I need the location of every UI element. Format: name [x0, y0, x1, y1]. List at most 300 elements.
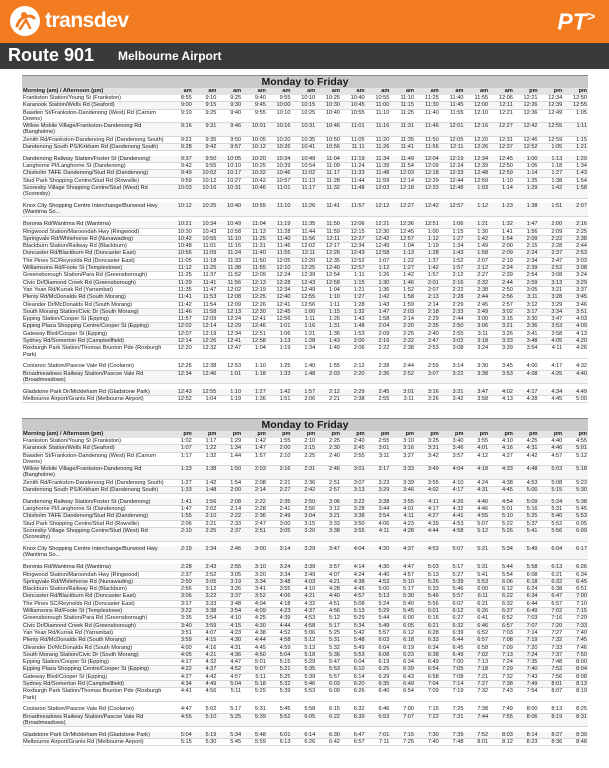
departure-time: 2:16 [563, 221, 588, 228]
departure-time: 7:18 [464, 666, 489, 673]
departure-time: 3:21 [316, 513, 341, 520]
departure-time: 3:06 [168, 593, 193, 600]
departure-time: 6:05 [292, 713, 317, 727]
departure-time: 5:23 [563, 479, 588, 486]
departure-time: 6:32 [440, 622, 465, 629]
departure-time: 12:52 [168, 396, 193, 403]
departure-time: 6:22 [316, 713, 341, 727]
departure-time: 4:02 [415, 487, 440, 494]
departure-time: 6:58 [415, 673, 440, 680]
departure-time: 3:01 [341, 466, 366, 480]
departure-time: 12:11 [440, 144, 465, 151]
departure-time: 2:06 [292, 396, 317, 403]
table-row [22, 235, 588, 242]
departure-time: 11:48 [366, 170, 391, 177]
departure-time: 2:00 [489, 243, 514, 250]
period-column-header: pm [217, 431, 242, 438]
departure-time: 1:15 [440, 228, 465, 235]
period-column-header: pm [292, 431, 317, 438]
departure-time: 12:16 [464, 123, 489, 137]
stop-name: Plenty Rd/McDonalds Rd (South Morang) [22, 294, 168, 301]
departure-time: 5:12 [316, 615, 341, 622]
departure-time: 11:13 [292, 177, 317, 184]
departure-time: 4:22 [168, 666, 193, 673]
departure-time: 8:48 [563, 739, 588, 746]
departure-time: 1:27 [390, 265, 415, 272]
departure-time: 6:32 [489, 600, 514, 607]
departure-time: 2:51 [242, 528, 267, 542]
departure-time: 11:41 [390, 144, 415, 151]
period-column-header: pm [193, 431, 218, 438]
departure-time: 8:27 [539, 732, 564, 739]
departure-time: 4:25 [539, 370, 564, 384]
departure-time: 11:42 [168, 301, 193, 308]
table-row [22, 185, 588, 199]
departure-time: 7:32 [489, 673, 514, 680]
departure-time: 9:37 [168, 156, 193, 163]
stop-name: Blackburn Station/Railway Rd (Blackburn) [22, 243, 168, 250]
departure-time: 8:01 [464, 739, 489, 746]
departure-time: 12:19 [242, 286, 267, 293]
departure-time: 7:32 [464, 688, 489, 702]
departure-time: 2:03 [242, 466, 267, 480]
departure-time: 2:22 [440, 286, 465, 293]
departure-time: 4:01 [390, 506, 415, 513]
departure-time: 5:31 [464, 564, 489, 571]
departure-time: 1:58 [563, 185, 588, 199]
departure-time: 3:50 [341, 520, 366, 527]
departure-time: 8:00 [563, 659, 588, 666]
departure-time: 12:36 [514, 109, 539, 123]
stop-name: Yan Yean Rd/Kurrak Rd (Yarrambat) [22, 286, 168, 293]
stop-name: The Pines SC/Reynolds Rd (Doncaster East) [22, 600, 168, 607]
stop-name: Willow Mobile Village/Frankston-Dandenong Rd (Bangholme) [22, 466, 168, 480]
departure-time: 1:33 [168, 487, 193, 494]
period-column-header: am [267, 88, 292, 95]
departure-time: 5:53 [563, 513, 588, 520]
departure-time: 10:46 [316, 123, 341, 137]
departure-time: 9:10 [193, 95, 218, 102]
departure-time: 3:26 [489, 330, 514, 337]
departure-time: 9:50 [217, 136, 242, 143]
departure-time: 4:23 [267, 608, 292, 615]
departure-time: 1:29 [563, 156, 588, 163]
departure-time: 1:15 [563, 136, 588, 143]
departure-time: 2:13 [415, 294, 440, 301]
departure-time: 1:27 [341, 294, 366, 301]
departure-time: 3:49 [415, 466, 440, 480]
departure-time: 3:41 [242, 586, 267, 593]
departure-time: 1:52 [440, 257, 465, 264]
departure-time: 7:24 [514, 651, 539, 658]
departure-time: 4:53 [514, 479, 539, 486]
table-row [22, 102, 588, 109]
departure-time: 3:54 [514, 345, 539, 359]
departure-time: 2:12 [316, 389, 341, 396]
departure-time: 10:05 [217, 156, 242, 163]
departure-time: 4:57 [390, 571, 415, 578]
departure-time: 10:55 [193, 235, 218, 242]
departure-time: 9:46 [217, 123, 242, 137]
departure-time: 2:36 [242, 513, 267, 520]
departure-time: 3:29 [539, 301, 564, 308]
departure-time: 9:55 [193, 163, 218, 170]
departure-time: 5:39 [440, 578, 465, 585]
departure-time: 12:06 [489, 95, 514, 102]
departure-time: 11:56 [292, 235, 317, 242]
departure-time: 12:44 [440, 177, 465, 184]
departure-time: 11:47 [193, 286, 218, 293]
departure-time: 3:48 [514, 338, 539, 345]
stop-name: Melbourne Airport/Grants Rd (Melbourne Airport) [22, 739, 168, 746]
departure-time: 1:49 [316, 345, 341, 359]
departure-time: 12:00 [464, 102, 489, 109]
departure-time: 6:35 [366, 681, 391, 688]
departure-time: 3:22 [193, 593, 218, 600]
departure-time: 7:40 [514, 666, 539, 673]
period-column-header: am [292, 88, 317, 95]
period-label: Morning (am) / Afternoon (pm) [22, 88, 168, 95]
departure-time: 4:57 [539, 452, 564, 466]
departure-time: 2:06 [341, 345, 366, 359]
departure-time: 11:29 [168, 279, 193, 286]
departure-time: 7:15 [390, 732, 415, 739]
departure-time: 11:18 [193, 257, 218, 264]
stop-name: Frankston Station/Young St (Frankston) [22, 438, 168, 445]
departure-time: 6:34 [514, 593, 539, 600]
departure-time: 4:58 [267, 637, 292, 644]
departure-time: 11:11 [341, 144, 366, 151]
departure-time: 4:11 [415, 499, 440, 506]
departure-time: 11:50 [415, 136, 440, 143]
departure-time: 8:13 [539, 706, 564, 713]
departure-time: 3:33 [316, 520, 341, 527]
departure-time: 6:44 [514, 600, 539, 607]
departure-time: 7:30 [415, 732, 440, 739]
departure-time: 7:14 [514, 629, 539, 636]
departure-time: 1:04 [316, 286, 341, 293]
departure-time: 3:46 [563, 301, 588, 308]
departure-time: 1:53 [341, 330, 366, 337]
departure-time: 5:49 [366, 622, 391, 629]
departure-time: 6:01 [267, 732, 292, 739]
departure-time: 12:47 [217, 345, 242, 359]
departure-time: 9:28 [168, 144, 193, 151]
departure-time: 5:24 [366, 600, 391, 607]
departure-time: 1:13 [390, 250, 415, 257]
departure-time: 1:55 [316, 363, 341, 370]
table-row [22, 578, 588, 585]
departure-time: 12:49 [366, 243, 391, 250]
departure-time: 12:24 [267, 272, 292, 279]
departure-time: 11:40 [242, 250, 267, 257]
departure-time: 8:23 [514, 739, 539, 746]
period-column-header: pm [440, 431, 465, 438]
departure-time: 7:14 [440, 681, 465, 688]
departure-time: 10:55 [341, 109, 366, 123]
departure-time: 4:56 [316, 608, 341, 615]
departure-time: 3:00 [464, 316, 489, 323]
departure-time: 9:25 [193, 109, 218, 123]
departure-time: 11:26 [292, 203, 317, 216]
departure-time: 1:32 [193, 452, 218, 466]
departure-time: 10:12 [242, 144, 267, 151]
table-row [22, 136, 588, 143]
departure-time: 1:55 [168, 513, 193, 520]
departure-time: 7:46 [563, 644, 588, 651]
departure-time: 3:37 [217, 593, 242, 600]
table-row [22, 666, 588, 673]
departure-time: 7:24 [489, 659, 514, 666]
departure-time: 8:25 [563, 706, 588, 713]
departure-time: 7:15 [563, 608, 588, 615]
departure-time: 6:24 [514, 586, 539, 593]
departure-time: 12:29 [415, 177, 440, 184]
stop-name: Blackburn Station/Railway Rd (Blackburn) [22, 586, 168, 593]
stop-name: Chisholm TAFE Dandenong/Stud Rd (Dandenong) [22, 170, 168, 177]
departure-time: 4:37 [390, 546, 415, 559]
departure-time: 7:07 [390, 713, 415, 727]
departure-time: 2:24 [489, 265, 514, 272]
departure-time: 12:02 [168, 323, 193, 330]
departure-time: 8:00 [514, 706, 539, 713]
stop-name: Zenith Rd/Frankston-Dandenong Rd (Dandenong South) [22, 479, 168, 486]
departure-time: 2:00 [217, 487, 242, 494]
table-row [22, 323, 588, 330]
departure-time: 8:14 [514, 732, 539, 739]
period-column-header: pm [168, 431, 193, 438]
departure-time: 4:17 [168, 659, 193, 666]
departure-time: 3:25 [415, 438, 440, 445]
departure-time: 4:26 [563, 345, 588, 359]
departure-time: 1:49 [464, 243, 489, 250]
stop-name: Bawden St/Frankston-Dandenong (West) Rd (Carrum Downs) [22, 109, 168, 123]
departure-time: 4:05 [168, 651, 193, 658]
table-row [22, 644, 588, 651]
departure-time: 9:57 [217, 144, 242, 151]
departure-time: 6:54 [390, 688, 415, 702]
departure-time: 2:50 [489, 286, 514, 293]
departure-time: 1:29 [514, 185, 539, 199]
departure-time: 12:41 [267, 301, 292, 308]
departure-time: 3:59 [193, 622, 218, 629]
departure-time: 6:38 [539, 586, 564, 593]
departure-time: 6:45 [563, 578, 588, 585]
departure-time: 10:49 [292, 156, 317, 163]
departure-time: 3:45 [563, 294, 588, 301]
departure-time: 12:19 [193, 330, 218, 337]
departure-time: 10:32 [242, 170, 267, 177]
departure-time: 4:25 [514, 438, 539, 445]
table-row [22, 732, 588, 739]
departure-time: 11:55 [464, 95, 489, 102]
departure-time: 7:38 [464, 706, 489, 713]
stop-name: Roxburgh Park Station/Thomas Brunton Pde (Roxburgh Park) [22, 688, 168, 702]
route-number: Route 901 [8, 45, 95, 65]
departure-time: 1:48 [292, 370, 317, 384]
departure-time: 5:25 [514, 513, 539, 520]
stop-name: Boronia Rd/Wantirna Rd (Wantirna) [22, 564, 168, 571]
departure-time: 12:10 [464, 109, 489, 123]
departure-time: 9:25 [217, 95, 242, 102]
departure-time: 2:51 [316, 479, 341, 486]
departure-time: 11:48 [341, 185, 366, 199]
departure-time: 2:33 [440, 308, 465, 315]
departure-time: 4:53 [440, 520, 465, 527]
departure-time: 7:03 [489, 629, 514, 636]
departure-time: 1:15 [341, 279, 366, 286]
departure-time: 1:21 [464, 221, 489, 228]
period-column-header: pm [514, 88, 539, 95]
departure-time: 8:55 [168, 95, 193, 102]
departure-time: 12:43 [292, 279, 317, 286]
departure-time: 4:45 [539, 396, 564, 403]
departure-time: 5:18 [563, 466, 588, 480]
table-row [22, 520, 588, 527]
departure-time: 12:51 [415, 221, 440, 228]
departure-time: 10:40 [341, 95, 366, 102]
departure-time: 6:17 [563, 546, 588, 559]
departure-time: 4:17 [514, 389, 539, 396]
departure-time: 5:00 [563, 396, 588, 403]
departure-time: 12:10 [267, 265, 292, 272]
departure-time: 3:39 [390, 479, 415, 486]
departure-time: 3:38 [341, 513, 366, 520]
departure-time: 10:05 [242, 136, 267, 143]
departure-time: 5:49 [341, 644, 366, 651]
departure-time: 1:56 [193, 499, 218, 506]
stop-name: Broadmeadows Railway Station/Pascoe Vale Rd (Broadmeadows) [22, 370, 168, 384]
departure-time: 6:05 [390, 622, 415, 629]
departure-time: 5:15 [168, 739, 193, 746]
departure-time: 2:55 [341, 452, 366, 466]
departure-time: 3:17 [514, 308, 539, 315]
departure-time: 2:12 [341, 363, 366, 370]
departure-time: 2:44 [563, 243, 588, 250]
departure-time: 5:17 [390, 586, 415, 593]
departure-time: 12:43 [168, 389, 193, 396]
departure-time: 6:27 [440, 615, 465, 622]
departure-time: 6:26 [341, 688, 366, 702]
table-row [22, 308, 588, 315]
departure-time: 7:49 [514, 681, 539, 688]
departure-time: 1:07 [366, 257, 391, 264]
departure-time: 2:20 [390, 323, 415, 330]
departure-time: 5:56 [415, 600, 440, 607]
departure-time: 7:45 [563, 637, 588, 644]
table-row [22, 95, 588, 102]
stop-name: Ringwood Station/Maroondah Hwy (Ringwood) [22, 571, 168, 578]
table-row [22, 629, 588, 636]
departure-time: 6:14 [341, 673, 366, 680]
departure-time: 4:58 [292, 622, 317, 629]
departure-time: 3:11 [366, 452, 391, 466]
departure-time: 3:51 [168, 629, 193, 636]
departure-time: 5:01 [242, 659, 267, 666]
departure-time: 12:21 [366, 221, 391, 228]
departure-time: 5:45 [267, 706, 292, 713]
departure-time: 4:08 [514, 370, 539, 384]
departure-time: 10:54 [292, 163, 317, 170]
departure-time: 7:03 [514, 615, 539, 622]
departure-time: 5:33 [415, 586, 440, 593]
departure-time: 12:40 [316, 265, 341, 272]
departure-time: 7:00 [440, 659, 465, 666]
departure-time: 3:02 [440, 338, 465, 345]
departure-time: 3:05 [217, 571, 242, 578]
departure-time: 5:01 [563, 445, 588, 452]
departure-time: 7:44 [464, 713, 489, 727]
departure-time: 7:29 [489, 666, 514, 673]
departure-time: 5:34 [341, 622, 366, 629]
departure-time: 3:12 [193, 586, 218, 593]
departure-time: 5:34 [217, 732, 242, 739]
departure-time: 4:37 [193, 666, 218, 673]
departure-time: 12:40 [267, 294, 292, 301]
departure-time: 1:34 [292, 345, 317, 359]
departure-time: 5:40 [539, 513, 564, 520]
departure-time: 4:53 [292, 615, 317, 622]
departure-time: 4:17 [415, 506, 440, 513]
table-row [22, 479, 588, 486]
departure-time: 5:11 [242, 673, 267, 680]
departure-time: 3:13 [539, 279, 564, 286]
departure-time: 12:05 [440, 136, 465, 143]
departure-time: 10:15 [292, 102, 317, 109]
departure-time: 3:49 [292, 571, 317, 578]
departure-time: 4:47 [168, 706, 193, 713]
route-title-bar [0, 43, 609, 69]
departure-time: 4:40 [563, 370, 588, 384]
departure-time: 2:22 [366, 345, 391, 359]
departure-time: 3:12 [316, 506, 341, 513]
stop-name: Plenty Rd/McDonalds Rd (South Morang) [22, 637, 168, 644]
departure-time: 2:00 [341, 338, 366, 345]
departure-time: 5:19 [193, 732, 218, 739]
departure-time: 11:54 [390, 163, 415, 170]
departure-time: 11:01 [193, 243, 218, 250]
departure-time: 4:02 [489, 389, 514, 396]
stop-name: Gladstone Park Dr/Mickleham Rd (Gladstone Park) [22, 389, 168, 396]
departure-time: 2:38 [464, 286, 489, 293]
departure-time: 1:13 [267, 338, 292, 345]
departure-time: 11:35 [168, 286, 193, 293]
departure-time: 2:00 [539, 221, 564, 228]
departure-time: 10:41 [292, 144, 317, 151]
departure-time: 1:57 [242, 452, 267, 466]
departure-time: 2:20 [341, 370, 366, 384]
departure-time: 7:33 [539, 644, 564, 651]
departure-time: 3:40 [168, 622, 193, 629]
departure-time: 12:46 [193, 370, 218, 384]
departure-time: 2:07 [415, 286, 440, 293]
departure-time: 5:29 [366, 608, 391, 615]
ptv-logo-mark: > [586, 8, 595, 24]
departure-time: 8:31 [563, 713, 588, 727]
departure-time: 3:54 [193, 615, 218, 622]
stop-name: Epping Station/Cooper St (Epping) [22, 316, 168, 323]
table-row [22, 338, 588, 345]
departure-time: 1:51 [539, 203, 564, 216]
departure-time: 4:40 [464, 499, 489, 506]
departure-time: 10:10 [292, 95, 317, 102]
departure-time: 1:43 [366, 301, 391, 308]
departure-time: 1:06 [440, 221, 465, 228]
departure-time: 10:58 [217, 228, 242, 235]
departure-time: 2:57 [316, 487, 341, 494]
departure-time: 2:21 [316, 396, 341, 403]
departure-time: 11:25 [168, 272, 193, 279]
